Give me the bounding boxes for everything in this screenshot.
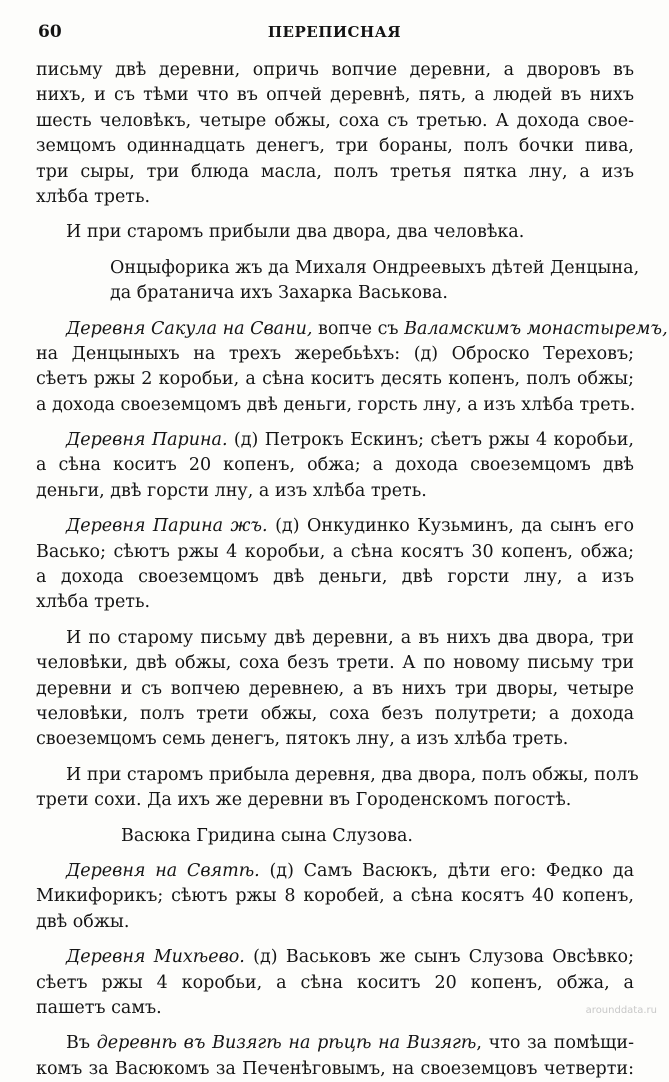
text-line: Микифорикъ; сѣютъ ржы 8 коробей, а сѣна косятъ 40 копенъ, [36,886,634,907]
text-line: земцомъ одиннадцать денегъ, три бораны, полъ бочки пива, [36,136,634,157]
text-line: сѣетъ ржы 2 коробьи, а сѣна коситъ десять копенъ, полъ обжы; [36,369,634,390]
text-line: а сѣна коситъ 20 копенъ, обжа; а дохода своеземцомъ двѣ [36,455,634,476]
page-header [38,22,631,46]
village-name: деревнѣ въ Визягѣ на рѣцѣ на Визягѣ [96,1033,477,1054]
village-name: Деревня Парина жъ. [66,516,268,537]
village-name: Деревня на Святѣ. [66,860,260,881]
page-number: 60 [38,22,62,42]
text-line: Деревня Сакула на Свани, вопче съ Валамскимъ монастыремъ, [66,318,668,339]
text-line: шесть человѣкъ, четыре обжы, соха съ третью. А дохода свое- [36,110,634,131]
text-line: человѣки, двѣ обжы, соха безъ трети. А по новому письму три [36,653,634,674]
running-title: ПЕРЕПИСНАЯ [267,23,402,41]
text-line: пашетъ самъ. [36,997,162,1018]
text-line: деньги, двѣ горсти лну, а изъ хлѣба треть. [36,480,427,501]
text-line: И при старомъ прибыла деревня, два двора, полъ обжы, полъ [66,764,639,785]
text-line: хлѣба треть. [36,592,151,613]
text-line: Васько; сѣютъ ржы 4 коробьи, а сѣна косятъ 30 копенъ, обжа; [36,541,634,562]
text-line: письму двѣ деревни, опричь вопчие деревни, а дворовъ въ [36,60,634,80]
text-line: Деревня Парина. (д) Петрокъ Ескинъ; сѣетъ ржы 4 коробьи, [66,430,634,451]
text-line: три сыры, три блюда масла, полъ третья пятка лну, а изъ [36,161,634,182]
section-heading: Васюка Гридина сына Слузова. [121,825,413,846]
village-name: Деревня Парина. [66,430,228,451]
text-line: Деревня на Святѣ. (д) Самъ Васюкъ, дѣти его: Федко да [66,860,634,881]
section-heading: да братанича ихъ Захарка Васькова. [110,283,448,304]
text-line: а дохода своеземцомъ двѣ деньги, двѣ горсти лну, а изъ [36,567,634,588]
village-name: Деревня Сакула на Свани, [66,318,313,339]
text-line: человѣки, полъ трети обжы, соха безъ полутрети; а дохода [36,703,634,724]
monastery-name: Валамскимъ монастыремъ, [404,318,668,339]
watermark: arounddata.ru [585,1005,657,1016]
text-line: сѣетъ ржы 4 коробьи, а сѣна коситъ 20 копенъ, обжа, а [36,972,634,993]
text-line: Деревня Михѣево. (д) Васьковъ же сынъ Слузова Овсѣвко; [66,947,634,968]
text-line: И при старомъ прибыли два двора, два человѣка. [66,222,525,243]
text-line: комъ за Васюкомъ за Печенѣговымъ, на своеземцовъ четверти: [36,1058,634,1079]
text-line: Въ деревнѣ въ Визягѣ на рѣцѣ на Визягѣ, что за помѣщи- [66,1033,635,1054]
text-line: двѣ обжы. [36,911,130,932]
text-line: хлѣба треть. [36,186,151,207]
text-line: нихъ, и съ тѣми что въ опчей деревнѣ, пять, а людей въ нихъ [36,85,634,106]
text-line: своеземцомъ семь денегъ, пятокъ лну, а изъ хлѣба треть. [36,729,569,750]
text-line: деревни и съ вопчею деревнею, а въ нихъ три дворы, четыре [36,678,634,699]
page-body [36,58,668,1082]
text-line: И по старому письму двѣ деревни, а въ нихъ два двора, три [66,627,634,648]
village-name: Деревня Михѣево. [66,947,245,968]
text-line: на Денцыныхъ на трехъ жеребьѣхъ: (д) Оброско Тереховъ; [36,343,634,364]
text-line: Деревня Парина жъ. (д) Онкудинко Кузьминъ, да сынъ его [66,516,634,537]
text-line: трети сохи. Да ихъ же деревни въ Городенскомъ погостѣ. [36,790,572,811]
text-line: а дохода своеземцомъ двѣ деньги, горсть лну, а изъ хлѣба треть. [36,394,636,415]
section-heading: Онцыфорика жъ да Михаля Ондреевыхъ дѣтей Денцына, [110,257,640,278]
